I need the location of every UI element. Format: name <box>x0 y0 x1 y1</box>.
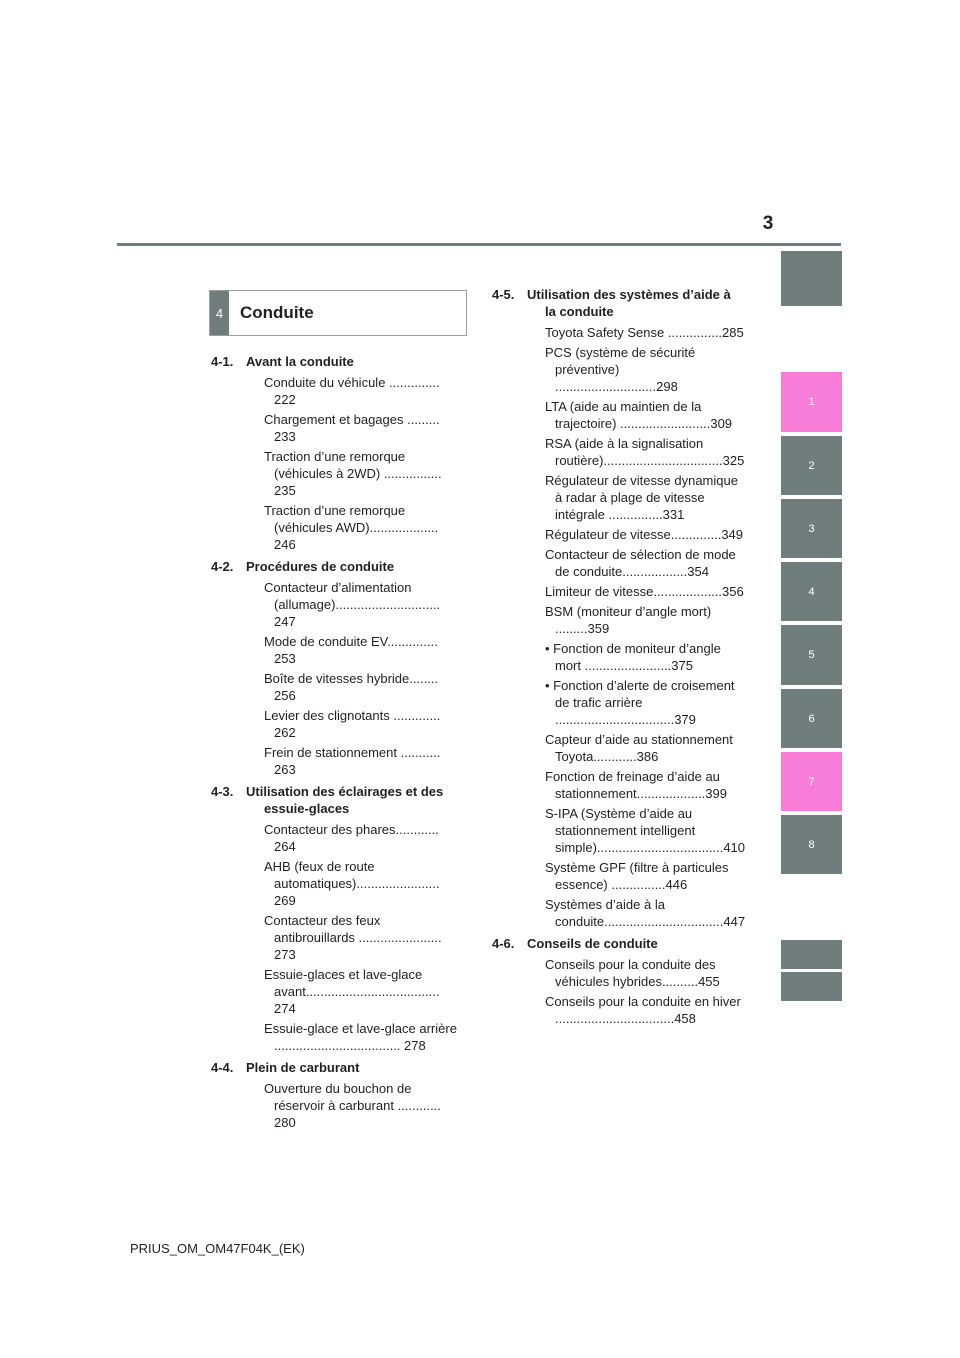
toc-entry-page: 263 <box>274 762 296 777</box>
toc-entry[interactable] <box>492 344 744 395</box>
toc-entry[interactable] <box>492 677 744 728</box>
toc-entry-leader: ................... <box>369 520 439 535</box>
toc-entry[interactable] <box>492 896 744 930</box>
chapter-tab[interactable]: 4 <box>781 562 842 621</box>
toc-entry-page: 233 <box>274 429 296 444</box>
chapter-tab[interactable]: 6 <box>781 689 842 748</box>
toc-entry-page: 446 <box>665 877 688 892</box>
toc-entry-page: 379 <box>674 712 696 727</box>
toc-entry-page: 447 <box>723 914 746 929</box>
toc-entry-title: Régulateur de vitesse <box>545 527 671 542</box>
toc-group-title: Plein de carburant <box>246 1060 360 1075</box>
toc-group <box>211 783 461 1054</box>
toc-entry-page: 246 <box>274 537 296 552</box>
toc-entry-page: 359 <box>587 621 610 636</box>
toc-entry-title: Conseils pour la conduite des véhicules hybrides <box>545 957 716 989</box>
toc-entry-leader: ............ <box>393 1098 441 1113</box>
toc-group-number: 4-1. <box>211 354 234 369</box>
toc-entry-leader: ......... <box>555 621 588 636</box>
chapter-tab[interactable] <box>781 251 842 306</box>
toc-entry[interactable] <box>492 398 744 432</box>
toc-entry-page: 253 <box>274 651 296 666</box>
toc-entry-page: 235 <box>274 483 296 498</box>
section-header <box>209 290 467 336</box>
toc-entry-leader: ................................. <box>555 712 675 727</box>
toc-entry-page: 309 <box>710 416 733 431</box>
toc-entry[interactable] <box>211 670 461 704</box>
toc-entry-leader: ............................. <box>335 597 441 612</box>
toc-entry-title: Mode de conduite EV <box>264 634 388 649</box>
toc-entry[interactable] <box>492 603 744 637</box>
chapter-tab[interactable]: 5 <box>781 625 842 685</box>
toc-entry-title: Contacteur des phares <box>264 822 396 837</box>
toc-entry-leader: ................................. <box>604 914 724 929</box>
toc-entry-title: Système GPF (filtre à particules essence) <box>545 860 729 892</box>
toc-group-heading[interactable] <box>211 1059 461 1076</box>
toc-entry-page: 262 <box>274 725 296 740</box>
toc-entry-title: Essuie-glaces et lave-glace avant <box>264 967 423 999</box>
toc-group-number: 4-2. <box>211 559 234 574</box>
toc-group-number: 4-6. <box>492 936 515 951</box>
toc-group-title: Conseils de conduite <box>527 936 658 951</box>
toc-entry-title: Toyota Safety Sense <box>545 325 665 340</box>
toc-entry-title: Traction d’une remorque (véhicules AWD) <box>264 503 406 535</box>
toc-entry[interactable] <box>492 956 744 990</box>
toc-entry-title: Ouverture du bouchon de réservoir à carburant <box>264 1081 412 1113</box>
toc-entry-page: 455 <box>698 974 720 989</box>
toc-entry-leader: ....................... <box>356 876 440 891</box>
toc-entry-title: Régulateur de vitesse dynamique à radar à plage de vitesse intégrale <box>545 473 738 522</box>
toc-entry-page: 356 <box>722 584 744 599</box>
toc-entry[interactable] <box>211 411 461 445</box>
toc-entry-page: 331 <box>662 507 685 522</box>
toc-entry-title: Contacteur de sélection de mode de conduite <box>545 547 736 579</box>
toc-entry-title: Frein de stationnement <box>264 745 397 760</box>
toc-entry-page: 285 <box>722 325 744 340</box>
toc-entry-title: Traction d’une remorque (véhicules à 2WD) <box>264 449 406 481</box>
toc-group-title: Utilisation des systèmes d’aide à la conduite <box>527 287 731 319</box>
toc-entry[interactable] <box>211 502 461 553</box>
toc-entry-page: 278 <box>404 1038 426 1053</box>
toc-entry-leader: ....................... <box>354 930 442 945</box>
toc-entry-title: Systèmes d’aide à la conduite <box>545 897 665 929</box>
toc-entry-page: 273 <box>274 947 296 962</box>
section-number: 4 <box>210 291 229 335</box>
toc-entry-leader: ............ <box>395 822 439 837</box>
toc-entry-title: Essuie-glace et lave-glace arrière <box>264 1021 457 1036</box>
chapter-tab[interactable] <box>781 940 842 969</box>
toc-entry[interactable] <box>492 731 744 765</box>
toc-entry-leader: ............... <box>664 325 723 340</box>
toc-right-column <box>492 286 744 1032</box>
toc-entry[interactable] <box>211 374 461 408</box>
toc-entry-title: Conduite du véhicule <box>264 375 386 390</box>
toc-entry-page: 354 <box>687 564 709 579</box>
page-number: 3 <box>762 213 774 234</box>
toc-entry-leader: ........ <box>409 671 439 686</box>
toc-entry-leader: .............. <box>385 375 440 390</box>
toc-left-column <box>211 353 461 1136</box>
toc-entry-title: Levier des clignotants <box>264 708 390 723</box>
toc-entry-title: PCS (système de sécurité préventive) <box>545 345 696 377</box>
chapter-tab[interactable] <box>781 972 842 1001</box>
toc-entry[interactable] <box>492 768 744 802</box>
toc-entry[interactable] <box>211 858 461 909</box>
toc-group <box>492 935 744 1027</box>
chapter-tab[interactable]: 3 <box>781 499 842 558</box>
toc-entry-title: S-IPA (Système d’aide au stationnement intelligent simple) <box>545 806 696 855</box>
toc-entry-page: 410 <box>723 840 746 855</box>
chapter-tab[interactable]: 8 <box>781 815 842 874</box>
toc-entry-leader: ............. <box>389 708 441 723</box>
toc-entry-page: 222 <box>274 392 296 407</box>
toc-group-number: 4-5. <box>492 287 515 302</box>
toc-group <box>492 286 744 930</box>
chapter-tab[interactable]: 7 <box>781 752 842 811</box>
toc-entry[interactable] <box>211 579 461 630</box>
toc-entry[interactable] <box>492 993 744 1027</box>
toc-entry[interactable] <box>492 546 744 580</box>
toc-entry-title: Chargement et bagages <box>264 412 404 427</box>
toc-entry-page: 280 <box>274 1115 296 1130</box>
toc-group-heading[interactable] <box>211 558 461 575</box>
toc-entry-title: RSA (aide à la signalisation routière) <box>545 436 704 468</box>
toc-entry-leader: ................................. <box>603 453 723 468</box>
toc-entry-title: Boîte de vitesses hybride <box>264 671 410 686</box>
toc-entry-page: 458 <box>674 1011 696 1026</box>
toc-entry-title: Conseils pour la conduite en hiver <box>545 994 741 1009</box>
toc-entry[interactable] <box>211 633 461 667</box>
toc-entry-page: 264 <box>274 839 296 854</box>
chapter-tab[interactable]: 1 <box>781 372 842 432</box>
toc-group-title: Procédures de conduite <box>246 559 395 574</box>
toc-entry[interactable] <box>492 526 744 543</box>
toc-entry[interactable] <box>492 472 744 523</box>
toc-entry-page: 269 <box>274 893 296 908</box>
toc-entry[interactable] <box>492 640 744 674</box>
toc-group <box>211 353 461 553</box>
toc-entry[interactable] <box>211 707 461 741</box>
toc-entry-page: 247 <box>274 614 296 629</box>
toc-entry-leader: ........... <box>396 745 441 760</box>
toc-entry-title: • Fonction de moniteur d’angle mort <box>545 641 721 673</box>
toc-entry-title: Fonction de freinage d’aide au stationnement <box>545 769 720 801</box>
toc-entry[interactable] <box>492 583 744 600</box>
toc-entry-title: AHB (feux de route automatiques) <box>264 859 375 891</box>
toc-entry-page: 349 <box>721 527 744 542</box>
toc-entry-leader: ..................................... <box>305 984 440 999</box>
toc-entry[interactable] <box>492 859 744 893</box>
toc-group <box>211 1059 461 1131</box>
toc-entry[interactable] <box>211 966 461 1017</box>
toc-entry[interactable] <box>211 1080 461 1131</box>
toc-group-number: 4-4. <box>211 1060 234 1075</box>
toc-entry-leader: ................... <box>636 786 706 801</box>
toc-entry-page: 274 <box>274 1001 296 1016</box>
toc-entry-title: BSM (moniteur d’angle mort) <box>545 604 712 619</box>
toc-entry-leader: ................................... <box>274 1038 405 1053</box>
toc-entry-leader: ................................. <box>555 1011 675 1026</box>
toc-entry[interactable] <box>211 448 461 499</box>
toc-entry-leader: .............. <box>670 527 722 542</box>
toc-entry-page: 375 <box>671 658 693 673</box>
header-rule <box>117 243 841 246</box>
toc-group-heading[interactable] <box>211 353 461 370</box>
toc-entry-page: 386 <box>636 749 659 764</box>
toc-group-title: Avant la conduite <box>246 354 354 369</box>
toc-group-title: Utilisation des éclairages et des essuie-glaces <box>246 784 444 816</box>
toc-entry-title: Contacteur des feux antibrouillards <box>264 913 381 945</box>
toc-entry-leader: ................................... <box>596 840 724 855</box>
toc-group <box>211 558 461 778</box>
toc-entry-leader: ......... <box>403 412 440 427</box>
toc-entry-leader: ............... <box>607 877 666 892</box>
toc-group-number: 4-3. <box>211 784 234 799</box>
toc-entry-page: 399 <box>705 786 727 801</box>
toc-entry[interactable] <box>492 324 744 341</box>
toc-entry-leader: .................. <box>622 564 688 579</box>
toc-entry-page: 325 <box>722 453 745 468</box>
toc-entry-leader: ............ <box>593 749 637 764</box>
chapter-tab[interactable]: 2 <box>781 436 842 495</box>
toc-entry[interactable] <box>211 912 461 963</box>
toc-entry[interactable] <box>492 435 744 469</box>
document-code: PRIUS_OM_OM47F04K_(EK) <box>130 1241 305 1256</box>
toc-group-heading[interactable] <box>211 783 461 817</box>
toc-entry-title: LTA (aide au maintien de la trajectoire) <box>545 399 702 431</box>
section-title: Conduite <box>240 303 314 322</box>
toc-group-heading[interactable] <box>492 286 744 320</box>
toc-entry-title: Capteur d’aide au stationnement Toyota <box>545 732 733 764</box>
toc-entry-leader: ............... <box>604 507 663 522</box>
toc-group-heading[interactable] <box>492 935 744 952</box>
toc-entry-title: Contacteur d’alimentation (allumage) <box>264 580 412 612</box>
toc-entry[interactable] <box>492 805 744 856</box>
toc-entry[interactable] <box>211 821 461 855</box>
toc-entry-title: Limiteur de vitesse <box>545 584 654 599</box>
toc-entry-title: • Fonction d’alerte de croisement de trafic arrière <box>545 678 735 710</box>
toc-entry-leader: ................ <box>380 466 442 481</box>
toc-entry-leader: ........................ <box>581 658 672 673</box>
toc-entry-page: 298 <box>656 379 678 394</box>
toc-entry-leader: ............................ <box>555 379 657 394</box>
toc-entry-leader: ......................... <box>616 416 711 431</box>
toc-entry-page: 256 <box>274 688 296 703</box>
toc-entry-leader: .......... <box>661 974 699 989</box>
toc-entry-leader: .............. <box>387 634 438 649</box>
toc-entry[interactable] <box>211 1020 461 1054</box>
toc-entry-leader: ................... <box>653 584 723 599</box>
toc-entry[interactable] <box>211 744 461 778</box>
